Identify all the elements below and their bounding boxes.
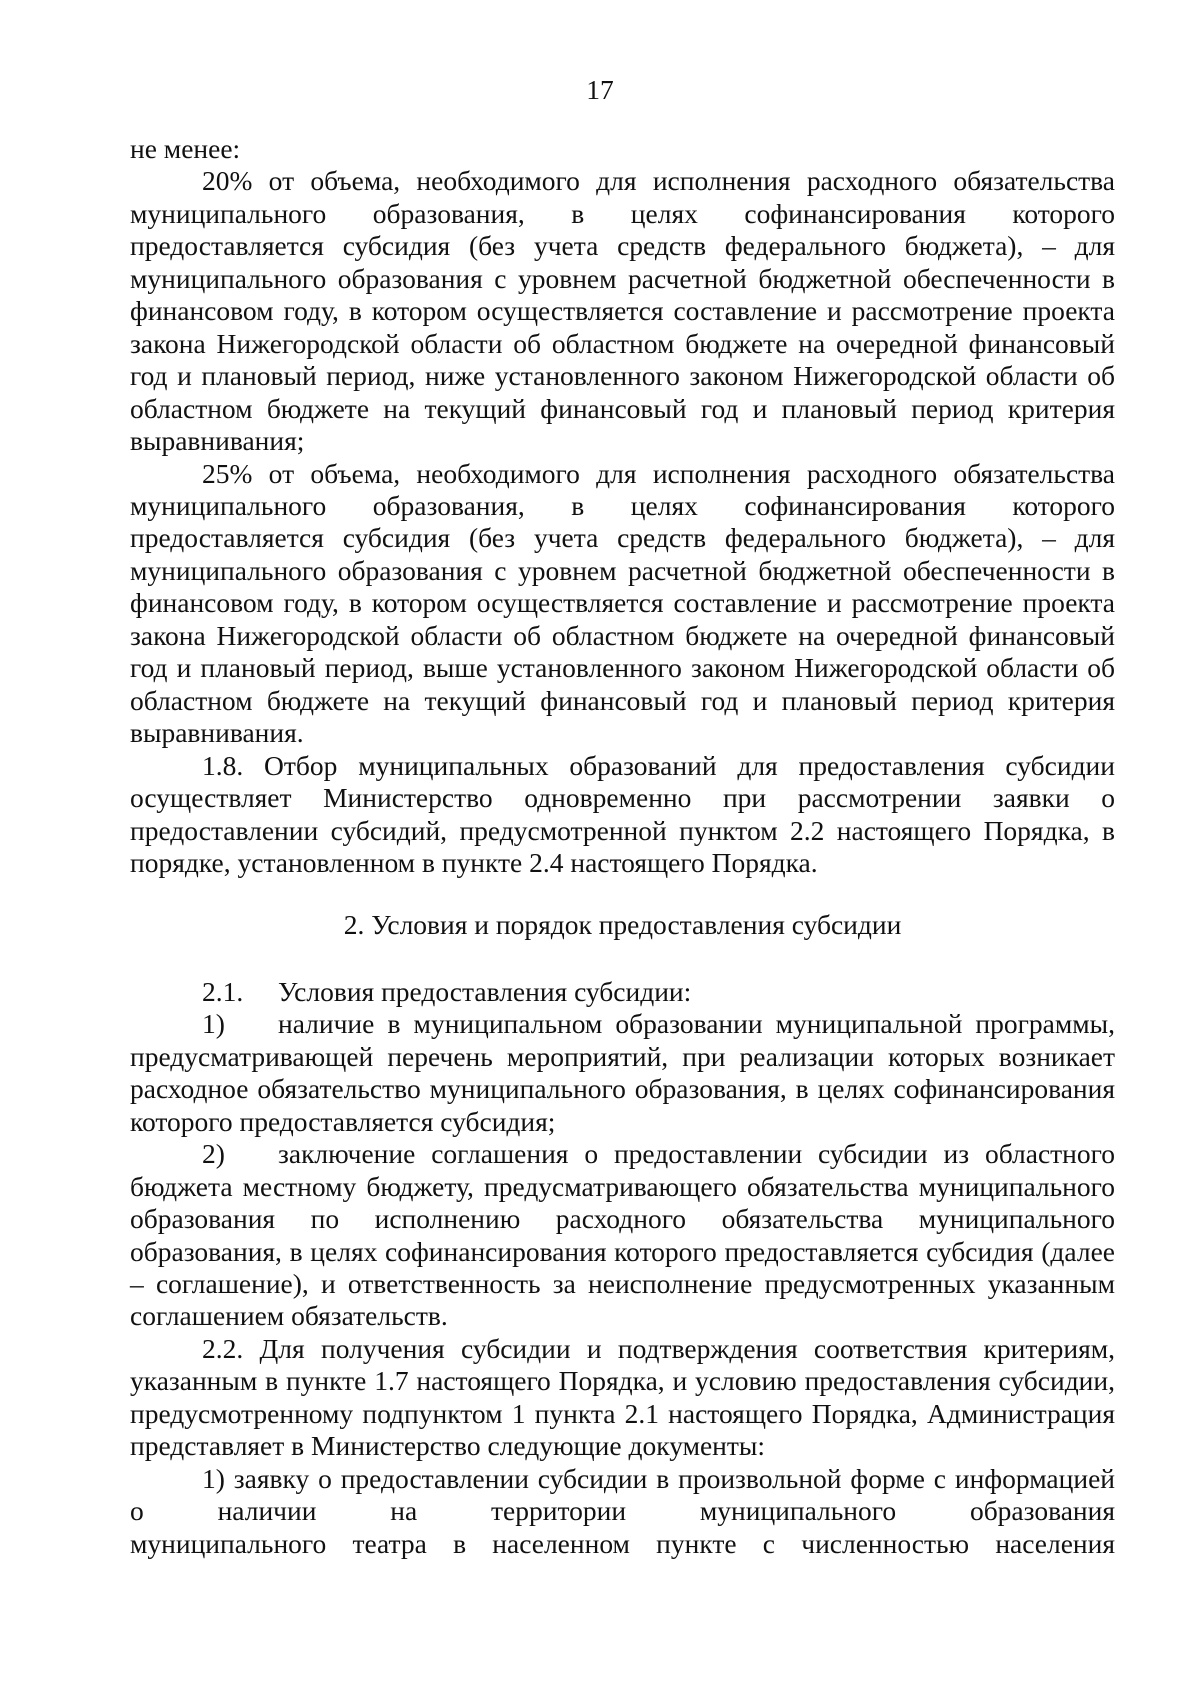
item-1-text: наличие в муниципальном образовании муниципальной программы, предусматривающей перечень мероприятий, при реализации которых возникает расходное обязательство муниципального образования, в целях софинансирования которого предоставляется субсидия; xyxy=(130,1008,1115,1137)
paragraph-20-percent: 20% от объема, необходимого для исполнения расходного обязательства муниципального образования, в целях софинансирования которого предоставляется субсидия (без учета средств федерального бюджета), – для муниципального образования с уровнем расчетной бюджетной обеспеченности в финансовом году, в котором осуществляется составление и рассмотрение проекта закона Нижегородской области об областном бюджете на очередной финансовый год и плановый период, ниже установленного законом Нижегородской области об областном бюджете на текущий финансовый год и плановый период критерия выравнивания; xyxy=(130,165,1115,457)
paragraph-intro: не менее: xyxy=(130,133,241,164)
item-1 xyxy=(130,1008,1115,1138)
paragraph-25-percent: 25% от объема, необходимого для исполнения расходного обязательства муниципального образования, в целях софинансирования которого предоставляется субсидия (без учета средств федерального бюджета), – для муниципального образования с уровнем расчетной бюджетной обеспеченности в финансовом году, в котором осуществляется составление и рассмотрение проекта закона Нижегородской области об областном бюджете на очередной финансовый год и плановый период, выше установленного законом Нижегородской области об областном бюджете на текущий финансовый год и плановый период критерия выравнивания. xyxy=(130,457,1115,749)
section-heading: 2. Условия и порядок предоставления субсидии xyxy=(343,909,902,941)
item-2-1-text: Условия предоставления субсидии: xyxy=(278,975,692,1007)
item-1-number: 1) xyxy=(202,1008,225,1040)
paragraph-2-2: 2.2. Для получения субсидии и подтверждения соответствия критериям, указанным в пункте 1.7 настоящего Порядка, и условию предоставления субсидии, предусмотренному подпунктом 1 пункта 2.1 настоящего Порядка, Администрация представляет в Министерство следующие документы: xyxy=(130,1332,1115,1462)
paragraph-application: 1) заявку о предоставлении субсидии в произвольной форме с информацией о наличии на территории муниципального образования xyxy=(130,1462,1115,1527)
item-2-1-number: 2.1. xyxy=(202,975,244,1007)
item-2-number: 2) xyxy=(202,1138,225,1170)
item-2-1 xyxy=(130,976,1115,1008)
item-2-text: заключение соглашения о предоставлении субсидии из областного бюджета местному бюджету, предусматривающего обязательства муниципального образования по исполнению расходного обязательства муниципального образования, в целях софинансирования которого предоставляется субсидия (далее – соглашение), и ответственность за неисполнение предусмотренных указанным соглашением обязательств. xyxy=(130,1138,1115,1332)
paragraph-application-last-line: муниципального театра в населенном пункте с численностью населения xyxy=(130,1527,1115,1559)
page-number: 17 xyxy=(586,74,614,105)
item-2 xyxy=(130,1138,1115,1333)
document-body xyxy=(130,133,1115,1560)
paragraph-1-8: 1.8. Отбор муниципальных образований для предоставления субсидии осуществляет Министерство одновременно при рассмотрении заявки о предоставлении субсидий, предусмотренной пунктом 2.2 настоящего Порядка, в порядке, установленном в пункте 2.4 настоящего Порядка. xyxy=(130,749,1115,878)
